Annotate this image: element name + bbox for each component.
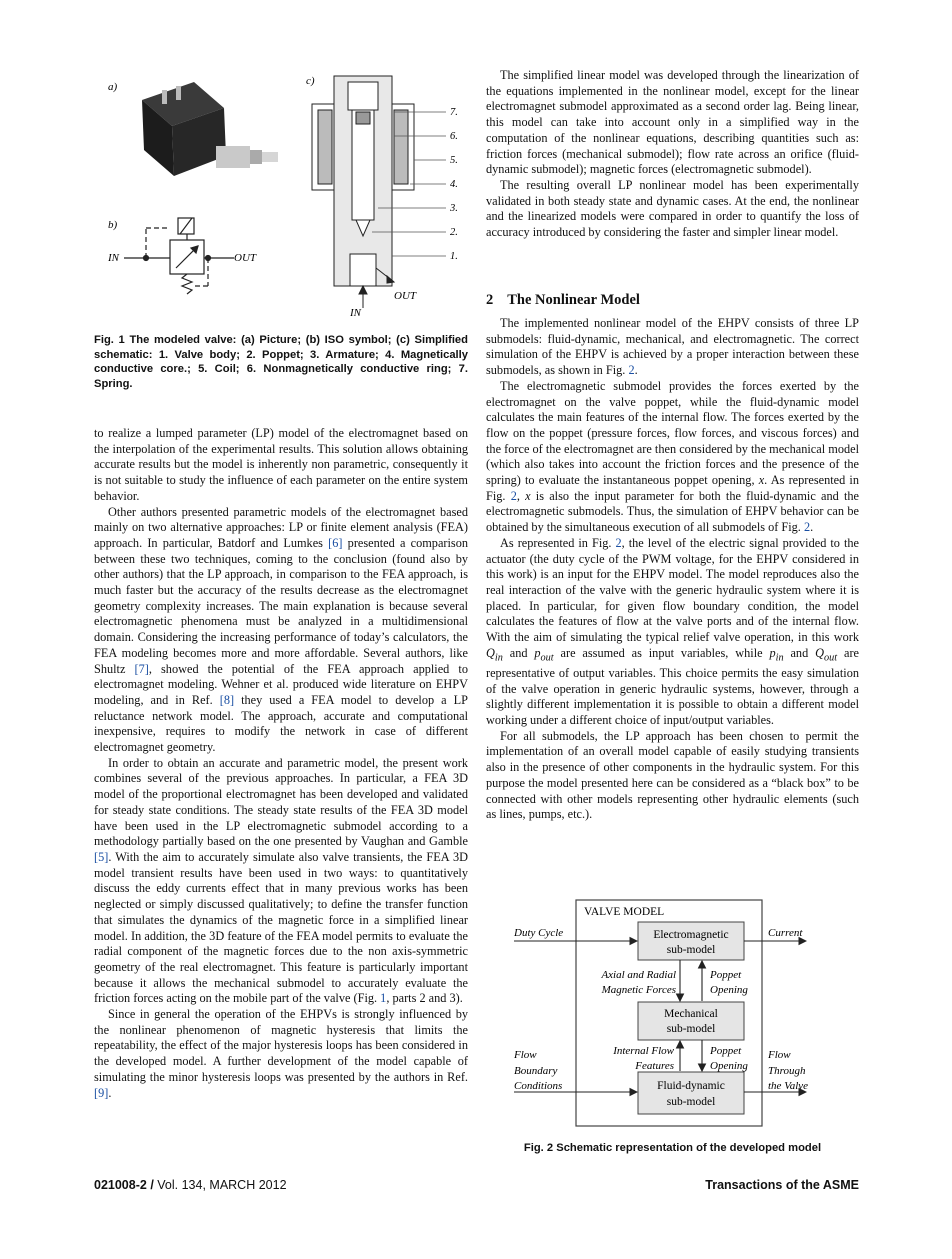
poppet-opening-1-line2: Opening bbox=[710, 984, 748, 996]
paragraph: The simplified linear model was developed through the linearization of the equations implemented in the nonlinear model, except for the linear electromagnet submodel approximated as a second order lag. Being linear, this model can take into account only in a simplified way in the computation of the nonlinear equations, describing quantities such as: friction forces (mechanical submodel); flow rate across an orifice (fluid-dynamic submodel); magnetic forces (electromagnetic submodel). bbox=[486, 68, 859, 177]
figure-link[interactable]: 2 bbox=[628, 363, 635, 378]
paragraph: The electromagnetic submodel provides the forces exerted by the electromagnet on the valve poppet, while the fluid-dynamic model calculates the main features of the internal flow. The forces exerted by the flow on the poppet (pressure forces, flow forces, and viscous forces) and the force of the electromagnet are then considered by the mechanical model (which also takes into account the friction forces and the presence of the spring) to evaluate the instantaneous poppet opening, x. As represented in Fig. 2, x is also the input parameter for both the fluid-dynamic and the electromagnetic submodels. Thus, the simulation of EHPV behavior can be obtained by the simultaneous execution of all submodels of Fig. 2. bbox=[486, 378, 859, 535]
fig1-panel-b-label: b) bbox=[108, 219, 118, 231]
citation-link[interactable]: [8] bbox=[219, 692, 235, 707]
internal-flow-line2: Features bbox=[635, 1060, 674, 1072]
figure-1-caption: Fig. 1 The modeled valve: (a) Picture; (b) ISO symbol; (c) Simplified schematic: 1. Valve body; 2. Poppet; 3. Armature; 4. Magnetically conductive core.; 5. Coil; 6. Nonmagnetically conductive ring; 7. Spring. bbox=[94, 334, 468, 390]
section-title: The Nonlinear Model bbox=[507, 292, 640, 308]
paragraph: In order to obtain an accurate and parametric model, the present work combines several of the previous approaches. In particular, a FEA 3D model of the proportional electromagnet has been developed and validated for steady state conditions. The steady state results of the FEA 3D model have been used in the LP electromagnetic submodel according to a methodology partially based on the one presented by Vaughan and Gamble [5]. With the aim to accurately simulate also valve transients, the FEA 3D model transient results have been used in two ways: to quantitatively discuss the eddy currents effect that in many previous works has been neglected or simply discussed qualitatively; to define the transfer function that simulates the dynamics of the magnetic force in a simplified linear model. In addition, the 3D feature of the FEA model permits to evaluate the radial component of the magnetic forces due to the non axis-symmetric geometry of the real electromagnet. This feature is particularly important because it allows the mechanical submodel to accurately evaluate the friction forces acting on the mobile part of the valve (Fig. 1, parts 2 and 3). bbox=[94, 755, 468, 1006]
flow-bc-line3: Conditions bbox=[514, 1080, 563, 1092]
right-column-body bbox=[486, 316, 859, 823]
em-box-line2: sub-model bbox=[666, 944, 716, 956]
iso-out-label: OUT bbox=[234, 252, 257, 264]
part-label: 1. bbox=[450, 251, 458, 262]
flow-through-line2: Through bbox=[768, 1065, 806, 1077]
valve-schematic bbox=[312, 76, 414, 308]
citation-link[interactable]: [6] bbox=[328, 535, 343, 550]
mech-box-line1: Mechanical bbox=[664, 1008, 718, 1020]
paragraph: The implemented nonlinear model of the EHPV consists of three LP submodels: fluid-dynamic, mechanical, and electromagnetic. The correct simulation of the EHPV is achieved by a proper interaction between these submodels, as shown in Fig. 2. bbox=[486, 316, 859, 378]
poppet-opening-2-line2: Opening bbox=[710, 1060, 748, 1072]
figure-link[interactable]: 2 bbox=[510, 488, 517, 503]
fig1-panel-c-label: c) bbox=[306, 75, 315, 87]
section-number: 2 bbox=[486, 292, 494, 308]
figure-link[interactable]: 2 bbox=[615, 535, 622, 550]
volume-info: Vol. 134, MARCH 2012 bbox=[157, 1178, 287, 1192]
internal-flow-line1: Internal Flow bbox=[613, 1045, 674, 1057]
part-label: 6. bbox=[450, 131, 458, 142]
axial-forces-line1: Axial and Radial bbox=[601, 969, 676, 981]
em-box-line1: Electromagnetic bbox=[653, 929, 729, 941]
paragraph: Other authors presented parametric models of the electromagnet based mainly on two alternative approaches: LP or finite element analysis (FEA) approach. In particular, Batdorf and Lumkes [6] presented a comparison between these two techniques, coming to the conclusion (found also by other authors) that the LP approach, in comparison to the FEA approach, is much faster but the accuracy of the results decrease as the electromagnet geometry complexity increases. The main explanation is because several electromagnetic phenomena must be analyzed in a multidimensional domain. Considering the increasing performance of today’s calculators, the FEA modeling becomes more and more affordable. Several authors, like Shultz [7], showed the potential of the FEA approach applied to electromagnet modeling. Wehner et al. produced wide literature on EHPV modeling, and in Ref. [8] they used a FEA model to develop a LP reluctance network model. The approach, accurate and computational inexpensive, requires to modify the network in case of different electromagnet geometry. bbox=[94, 504, 468, 755]
paragraph: The resulting overall LP nonlinear model has been experimentally validated in both steady state and dynamic cases. At the end, the nonlinear and the linearized models were compared in order to quantify the loss of accuracy introduced by considering the faster and simpler linear model. bbox=[486, 177, 859, 240]
figure-link[interactable]: 1 bbox=[380, 991, 387, 1006]
iso-in-label: IN bbox=[108, 252, 119, 264]
paragraph: to realize a lumped parameter (LP) model of the electromagnet based on the interpolation of the experimental results. This solution allows obtaining accurate results but the model is inherently non parametric, consequently it is not suitable to study the influence of each parameter on the entire system behavior. bbox=[94, 426, 468, 503]
poppet-opening-1-line1: Poppet bbox=[710, 969, 742, 981]
figure-1 bbox=[94, 68, 468, 318]
flow-bc-line2: Boundary bbox=[514, 1065, 558, 1077]
part-label: 7. bbox=[450, 107, 458, 118]
schematic-part-numbers bbox=[449, 107, 458, 262]
paragraph: For all submodels, the LP approach has been chosen to permit the implementation of an overall model capable of easily studying transients also in the presence of other components in the hydraulic system. For this purpose the model presented here can be considered as a “black box” to be connected with other models representing other hydraulic elements (such as lines, pumps, etc.). bbox=[486, 728, 859, 822]
section-heading bbox=[486, 292, 654, 309]
poppet-opening-2-line1: Poppet bbox=[710, 1045, 742, 1057]
fig1-panel-a-label: a) bbox=[108, 81, 118, 93]
fd-box-line2: sub-model bbox=[666, 1096, 716, 1108]
figure-2-caption: Fig. 2 Schematic representation of the developed model bbox=[523, 1142, 822, 1154]
valve-photo bbox=[142, 82, 278, 176]
iso-symbol bbox=[124, 218, 234, 294]
fd-box-line1: Fluid-dynamic bbox=[657, 1080, 725, 1092]
citation-link[interactable]: [5] bbox=[94, 849, 109, 864]
paragraph: As represented in Fig. 2, the level of the electric signal provided to the actuator (the duty cycle of the PWM voltage, for the EHPV considered in this work) is an input for the EHPV model. The model reproduces also the real interaction of the valve with the generic hydraulic system where it is placed. In particular, for given flow boundary condition, the model calculates the features of flow at the valve ports and of the internal flow. With the aim of simulating the typical relief valve operation, in this work $Q_{in}$ and $p_{out}$ are assumed as input variables, while $p_{in}$ and $Q_{out}$ are representative of output variables. This choice permits the easy simulation of the valve operation in generic hydraulic systems, however, through a slightly different implementation it is possible to obtain a different model working under a different choice of input/output variables. bbox=[486, 535, 859, 728]
page-id: 021008-2 bbox=[94, 1178, 147, 1192]
citation-link[interactable]: [9] bbox=[94, 1085, 109, 1100]
flow-bc-line1: Flow bbox=[514, 1049, 537, 1061]
footer-separator: / bbox=[150, 1178, 154, 1192]
citation-link[interactable]: [7] bbox=[134, 661, 149, 676]
journal-name: Transactions of the ASME bbox=[705, 1178, 859, 1192]
figure-2 bbox=[510, 896, 810, 1136]
part-label: 3. bbox=[450, 203, 458, 214]
left-column bbox=[94, 426, 468, 1101]
duty-cycle-label: Duty Cycle bbox=[514, 927, 564, 939]
flow-through-line1: Flow bbox=[768, 1049, 791, 1061]
part-label: 5. bbox=[450, 155, 458, 166]
current-label: Current bbox=[768, 927, 803, 939]
flow-through-line3: the Valve bbox=[768, 1080, 809, 1092]
schematic-in-label: IN bbox=[350, 307, 361, 318]
part-label: 4. bbox=[450, 179, 458, 190]
paragraph: Since in general the operation of the EHPVs is strongly influenced by the nonlinear phenomenon of magnetic hysteresis that limits the repeatability, the effect of the major hysteresis loops has been considered in the developed model. A further development of the model capable of simulating the minor hysteresis loops was presented by the authors in Ref. [9]. bbox=[94, 1007, 468, 1100]
footer-left bbox=[94, 1178, 287, 1192]
right-column-top bbox=[486, 68, 859, 241]
part-label: 2. bbox=[450, 227, 458, 238]
schematic-out-label: OUT bbox=[394, 290, 417, 302]
mech-box-line2: sub-model bbox=[666, 1023, 716, 1035]
axial-forces-line2: Magnetic Forces bbox=[601, 984, 676, 996]
valve-model-title: VALVE MODEL bbox=[584, 906, 665, 918]
figure-link[interactable]: 2 bbox=[803, 520, 811, 535]
